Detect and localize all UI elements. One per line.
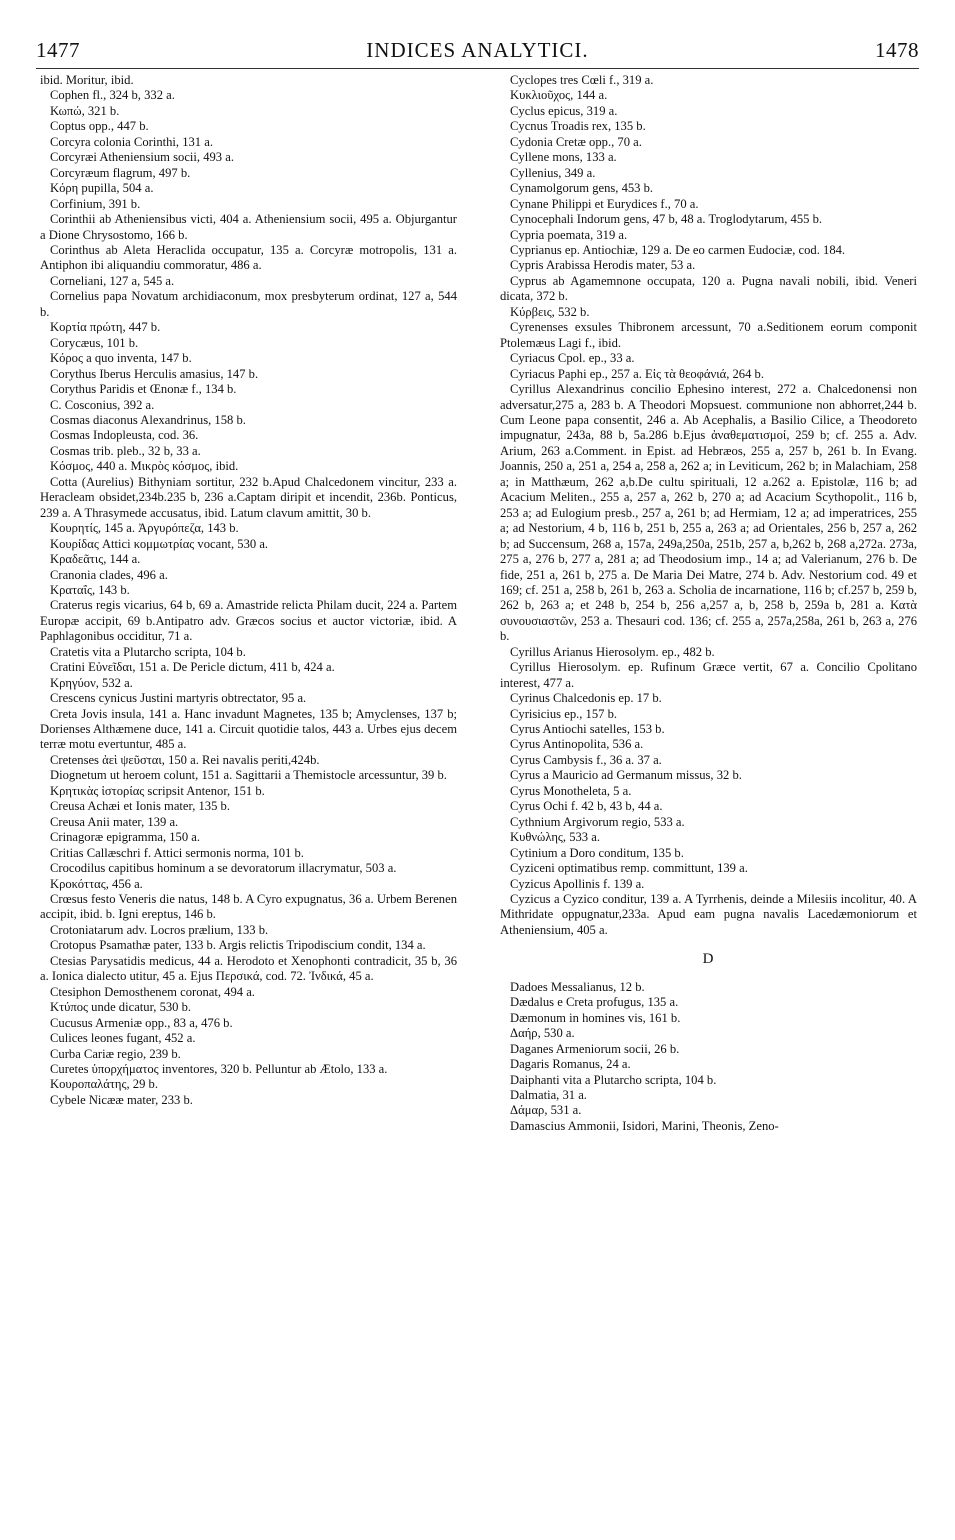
right-page-number: 1478 bbox=[875, 38, 919, 62]
index-entry: Dagaris Romanus, 24 a. bbox=[510, 1057, 631, 1072]
index-entry: Κραταΐς, 143 b. bbox=[50, 582, 130, 597]
index-entry: Κουρίδας Attici κομμωτρίας vocant, 530 a. bbox=[50, 536, 269, 551]
index-entry: Cyrus Cambysis f., 36 a. 37 a. bbox=[510, 752, 662, 767]
index-entry: Κουροπαλάτης, 29 b. bbox=[50, 1077, 158, 1092]
index-entry: Cyclus epicus, 319 a. bbox=[510, 103, 618, 118]
index-entry: Cyprianus ep. Antiochiæ, 129 a. De eo carmen Eudociæ, cod. 184. bbox=[510, 242, 846, 257]
index-entry: Curetes ὑπορχήματος inventores, 320 b. Pelluntur ab Ætolo, 133 a. bbox=[50, 1062, 388, 1076]
index-entry: Cyllenius, 349 a. bbox=[510, 165, 596, 180]
index-entry: Κυθνώλης, 533 a. bbox=[510, 830, 600, 845]
index-entry: Cyziceni optimatibus remp. committunt, 139 a. bbox=[510, 861, 748, 876]
index-entry: Dæmonum in homines vis, 161 b. bbox=[510, 1010, 681, 1025]
index-entry: Corythus Paridis et Œnonæ f., 134 b. bbox=[50, 382, 237, 397]
index-entry: Cypria poemata, 319 a. bbox=[510, 227, 628, 242]
index-entry: Crotopus Psamathæ pater, 133 b. Argis relictis Tripodiscium condit, 134 a. bbox=[50, 938, 426, 953]
index-entry: Cyrillus Arianus Hierosolym. ep., 482 b. bbox=[510, 644, 715, 659]
running-title: INDICES ANALYTICI. bbox=[366, 38, 589, 62]
index-entry: Cyrillus Alexandrinus concilio Ephesino interest, 272 a. Chalcedonensi non adversatur,275 a, 283 b. A Theodori Mopsuest. communione non abhorret,244 b. Cum Leone papa consentit, 246 a. Ab Acephalis, a Basilio Cilice, a Theodoreto impugnatur, 243a, 88 b, 5a.286 b.Ejus ἀναθεματισμοί, 259 b; cf. 255 a. Adv. Arium, 263 a.Comment. in Epist. ad Hebræos, 255 a, 257 b, 261 b. In Evang. Joannis, 250 a, 251 a, 254 a, 258 a, 262 a; in Leviticum, 262 b; in Malachiam, 258 a; in Matthæum, 262 a,b.De cultu spirituali, 12 a.262 a. Epistolæ, 116 b; ad Acacium Meliten., 255 a, 257 a, 262 b, 270 a; ad Acacium Scythopolit., 116 b, 253 a; ad Eulogium presb., 257 a, 261 b; ad Hermiam, 12 a; ad imperatrices, 255 a; ad Nestorium, 4 b, 116 b, 251 b, 255 a, 263 a; ad Orientales, 256 b, 257 a, 262 b; ad Succensum, 268 a, 157a, 249a,250a, 251b, 257 a, b,262 b, 268 a,272a. 273a, 275 a, 276 b, 277 a, 281 a; ad Theodosium imp., 14 a; ad Valerianum, 276 b. De fide, 251 a, 261 b, 275 a. De Maria Dei Matre, 274 b. Adv. Nestorium cod. 49 et 169; cf. 251 a, 258 b, 261 b, 263 a. Scholia de incarnatione, 116 b; cf.257 b, 259 b, 262 b, 263 a; et 248 b, 254 b, 256 a,257 a, b, 258 b, 259a b, 281 a. Κατὰ συνουσιαστῶν, 253 a. Thesauri cod. 136; cf. 255 a, 257a,258a, 261 b, 263 a, 276 b. bbox=[500, 382, 917, 644]
index-entry: Cophen fl., 324 b, 332 a. bbox=[50, 88, 175, 103]
index-entry: Cotta (Aurelius) Bithyniam sortitur, 232 b.Apud Chalcedonem vincitur, 233 a. Heracleam obsidet,234b.235 b, 236 a.Captam diripit et incendit, 236b. Ponticus, 239 a. A Thrasymede accusatus, ibid. Latum clavum amittit, 30 b. bbox=[40, 474, 457, 520]
index-entry: Cosmas trib. pleb., 32 b, 33 a. bbox=[50, 443, 201, 458]
index-entry: Crinagoræ epigramma, 150 a. bbox=[50, 830, 201, 845]
index-entry: Corythus Iberus Herculis amasius, 147 b. bbox=[50, 366, 259, 381]
index-entry: Crotoniatarum adv. Locros prælium, 133 b. bbox=[50, 922, 269, 937]
index-entry: Cyrus Ochi f. 42 b, 43 b, 44 a. bbox=[510, 799, 663, 814]
index-entry: Ctesias Parysatidis medicus, 44 a. Herodoto et Xenophonti contradicit, 35 b, 36 a. Ionica dialecto utitur, 45 a. Ejus Περσικά, cod. 72. Ἰνδικά, 45 a. bbox=[40, 953, 457, 984]
index-entry: Cydonia Cretæ opp., 70 a. bbox=[510, 134, 642, 149]
index-entry: Cratini Εὐνεῖδαι, 151 a. De Pericle dictum, 411 b, 424 a. bbox=[50, 660, 335, 675]
index-entry: Cyrus a Mauricio ad Germanum missus, 32 b. bbox=[510, 768, 742, 783]
index-entry: Cosmas diaconus Alexandrinus, 158 b. bbox=[50, 412, 246, 427]
index-entry: Cynane Philippi et Eurydices f., 70 a. bbox=[510, 196, 699, 211]
index-entry: Craterus regis vicarius, 64 b, 69 a. Amastride relicta Philam ducit, 224 a. Partem Europæ accipit, 69 b.Antipatro adv. Græcos socius et auctor victoriæ, ibid. A Paphlagonibus occiditur, 71 a. bbox=[40, 598, 457, 644]
index-entry: Κόρη pupilla, 504 a. bbox=[50, 181, 154, 196]
index-entry: ibid. Moritur, ibid. bbox=[40, 73, 134, 87]
index-entry: Creusa Anii mater, 139 a. bbox=[50, 814, 179, 829]
right-column-c-entries bbox=[500, 73, 917, 938]
index-entry: Cyclopes tres Cœli f., 319 a. bbox=[510, 73, 654, 87]
index-entry: Cyrinus Chalcedonis ep. 17 b. bbox=[510, 691, 662, 706]
index-entry: Cynocephali Indorum gens, 47 b, 48 a. Troglodytarum, 455 b. bbox=[510, 212, 823, 227]
index-entry: Κύρβεις, 532 b. bbox=[510, 304, 590, 319]
index-entry: Critias Callæschri f. Attici sermonis norma, 101 b. bbox=[50, 845, 304, 860]
index-entry: Cyzicus a Cyzico conditur, 139 a. A Tyrrhenis, deinde a Milesiis incolitur, 40. A Mithridate oppugnatur,233a. Apud eam pugna navalis Lacedæmoniorum et Atheniensium, 405 a. bbox=[500, 892, 917, 937]
index-entry: Κυκλιοῦχος, 144 a. bbox=[510, 88, 608, 103]
index-entry: Cyriacus Paphi ep., 257 a. Εἰς τὰ θεοφάνιά, 264 b. bbox=[510, 366, 764, 381]
index-entry: C. Cosconius, 392 a. bbox=[50, 397, 155, 412]
index-entry: Dalmatia, 31 a. bbox=[510, 1088, 587, 1102]
index-entry: Corinthii ab Atheniensibus victi, 404 a. Atheniensium socii, 495 a. Objurgantur a Dione Chrysostomo, 166 b. bbox=[40, 212, 457, 242]
index-entry: Κρηγύον, 532 a. bbox=[50, 675, 133, 690]
index-entry: Corcyræi Atheniensium socii, 493 a. bbox=[50, 150, 234, 165]
right-column bbox=[500, 73, 917, 1533]
left-column bbox=[40, 73, 457, 1533]
index-entry: Culices leones fugant, 452 a. bbox=[50, 1031, 196, 1046]
page-header bbox=[36, 38, 919, 64]
index-entry: Cypris Arabissa Herodis mater, 53 a. bbox=[510, 258, 696, 273]
index-entry: Corneliani, 127 a, 545 a. bbox=[50, 273, 175, 288]
index-entry: Cythnium Argivorum regio, 533 a. bbox=[510, 814, 685, 829]
index-entry: Diognetum ut heroem colunt, 151 a. Sagittarii a Themistocle arcessuntur, 39 b. bbox=[50, 768, 447, 783]
index-entry: Crescens cynicus Justini martyris obtrectator, 95 a. bbox=[50, 691, 307, 706]
index-entry: Κόρος a quo inventa, 147 b. bbox=[50, 351, 192, 366]
index-entry: Cytinium a Doro conditum, 135 b. bbox=[510, 845, 684, 860]
index-entry: Κρητικὰς ἱστορίας scripsit Antenor, 151 b. bbox=[50, 783, 265, 798]
index-entry: Cyrus Antiochi satelles, 153 b. bbox=[510, 722, 665, 737]
index-entry: Coptus opp., 447 b. bbox=[50, 119, 149, 134]
index-entry: Cucusus Armeniæ opp., 83 a, 476 b. bbox=[50, 1015, 233, 1030]
index-entry: Κουρητίς, 145 a. Ἀργυρόπεζα, 143 b. bbox=[50, 521, 239, 536]
header-rule bbox=[36, 68, 919, 69]
index-entry: Cratetis vita a Plutarcho scripta, 104 b. bbox=[50, 644, 246, 659]
index-entry: Crœsus festo Veneris die natus, 148 b. A Cyro expugnatus, 36 a. Urbem Berenen accipit, ibid. b. Igni ereptus, 146 b. bbox=[40, 892, 457, 922]
index-entry: Cyriacus Cpol. ep., 33 a. bbox=[510, 351, 635, 366]
index-entry: Corycæus, 101 b. bbox=[50, 335, 139, 350]
index-entry: Crocodilus capitibus hominum a se devoratorum illacrymatur, 503 a. bbox=[50, 861, 397, 876]
index-entry: Κορτία πρώτη, 447 b. bbox=[50, 320, 161, 335]
index-entry: Δάμαρ, 531 a. bbox=[510, 1103, 582, 1118]
index-entry: Cynamolgorum gens, 453 b. bbox=[510, 181, 654, 196]
index-entry: Corfinium, 391 b. bbox=[50, 196, 141, 211]
index-entry: Creusa Achæi et Ionis mater, 135 b. bbox=[50, 799, 230, 814]
index-entry: Dædalus e Creta profugus, 135 a. bbox=[510, 995, 679, 1010]
index-entry: Cornelius papa Novatum archidiaconum, mox presbyterum ordinat, 127 a, 544 b. bbox=[40, 289, 457, 319]
index-entry: Κροκόττας, 456 a. bbox=[50, 876, 143, 891]
index-entry: Corcyræum flagrum, 497 b. bbox=[50, 165, 191, 180]
index-entry: Cyrenenses exsules Thibronem arcessunt, 70 a.Seditionem eorum componit Ptolemæus Lagi f., ibid. bbox=[500, 320, 917, 350]
index-entry: Cranonia clades, 496 a. bbox=[50, 567, 168, 582]
index-entry: Ctesiphon Demosthenem coronat, 494 a. bbox=[50, 984, 255, 999]
index-entry: Cyrisicius ep., 157 b. bbox=[510, 706, 618, 721]
index-entry: Damascius Ammonii, Isidori, Marini, Theonis, Zeno- bbox=[510, 1118, 779, 1133]
index-entry: Creta Jovis insula, 141 a. Hanc invadunt Magnetes, 135 b; Amyclenses, 137 b; Dorienses Althæmene duce, 141 a. Circuit quotidie talos, 443 a. Urbes ejus decem terræ motu evertuntur, 485 a. bbox=[40, 706, 457, 752]
index-entry: Cyllene mons, 133 a. bbox=[510, 150, 617, 165]
index-entry: Cyrillus Hierosolym. ep. Rufinum Græce vertit, 67 a. Concilio Cpolitano interest, 477 a. bbox=[500, 660, 917, 690]
index-entry: Δαήρ, 530 a. bbox=[510, 1026, 575, 1041]
index-entry: Curba Cariæ regio, 239 b. bbox=[50, 1046, 181, 1061]
index-entry: Cybele Nicææ mater, 233 b. bbox=[50, 1092, 193, 1107]
index-entry: Cosmas Indopleusta, cod. 36. bbox=[50, 428, 199, 443]
index-entry: Κόσμος, 440 a. Μικρὸς κόσμος, ibid. bbox=[50, 459, 239, 474]
index-entry: Cycnus Troadis rex, 135 b. bbox=[510, 119, 646, 134]
index-entry: Κτύπος unde dicatur, 530 b. bbox=[50, 1000, 192, 1015]
index-entry: Corinthus ab Aleta Heraclida occupatur, 135 a. Corcyræ motropolis, 131 a. Antiphon ibi aliquandiu commoratur, 486 a. bbox=[40, 242, 457, 273]
index-entry: Cyrus Monotheleta, 5 a. bbox=[510, 783, 632, 798]
left-page-number: 1477 bbox=[36, 38, 80, 62]
index-entry: Cyzicus Apollinis f. 139 a. bbox=[510, 876, 645, 891]
index-entry: Daiphanti vita a Plutarcho scripta, 104 b. bbox=[510, 1072, 717, 1087]
index-entry: Dadoes Messalianus, 12 b. bbox=[510, 979, 645, 994]
index-entry: Corcyra colonia Corinthi, 131 a. bbox=[50, 134, 213, 149]
index-entry: Cyprus ab Agamemnone occupata, 120 a. Pugna navali nobili, ibid. Veneri dicata, 372 b. bbox=[500, 273, 917, 304]
right-column-d-entries bbox=[500, 980, 917, 1135]
index-entry: Κωπώ, 321 b. bbox=[50, 103, 120, 118]
index-entry: Cyrus Antinopolita, 536 a. bbox=[510, 737, 644, 752]
index-entry: Cretenses ἀεὶ ψεῦσται, 150 a. Rei navalis periti,424b. bbox=[50, 752, 320, 767]
section-letter-d: D bbox=[702, 951, 715, 968]
index-entry: Daganes Armeniorum socii, 26 b. bbox=[510, 1041, 680, 1056]
index-entry: Κραδεᾶτις, 144 a. bbox=[50, 552, 141, 567]
